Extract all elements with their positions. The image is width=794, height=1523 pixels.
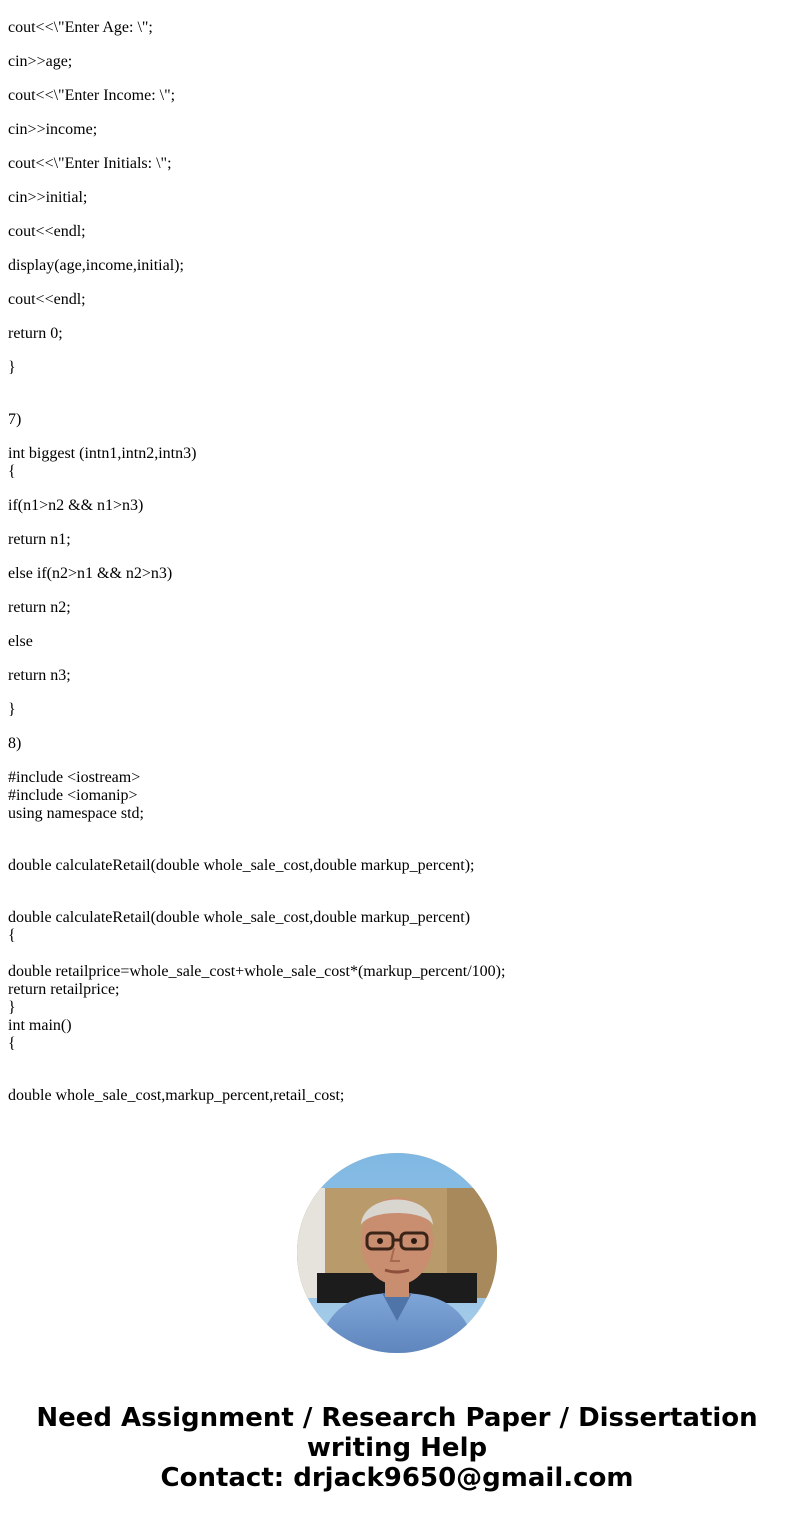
code-line: } bbox=[8, 701, 16, 718]
code-line: int biggest (intn1,intn2,intn3) bbox=[8, 445, 197, 462]
code-line: } bbox=[8, 999, 16, 1016]
code-line: } bbox=[8, 359, 16, 376]
code-line: return retailprice; bbox=[8, 981, 120, 998]
code-line: cout<<endl; bbox=[8, 223, 86, 240]
code-line: { bbox=[8, 463, 16, 480]
code-line: else if(n2>n1 && n2>n3) bbox=[8, 565, 173, 582]
code-line: cin>>income; bbox=[8, 121, 98, 138]
contact-email: Contact: drjack9650@gmail.com bbox=[160, 1463, 634, 1493]
section-number: 7) bbox=[8, 411, 22, 428]
code-line: { bbox=[8, 927, 16, 944]
code-line: { bbox=[8, 1035, 16, 1052]
code-line: double whole_sale_cost,markup_percent,retail_cost; bbox=[8, 1087, 345, 1104]
code-line: cin>>age; bbox=[8, 53, 73, 70]
banner-line-2: writing Help bbox=[306, 1433, 488, 1463]
code-line: cin>>initial; bbox=[8, 189, 88, 206]
code-line: double calculateRetail(double whole_sale_cost,double markup_percent) bbox=[8, 909, 471, 926]
code-line: int main() bbox=[8, 1017, 72, 1034]
code-line: return n1; bbox=[8, 531, 71, 548]
code-line: return n2; bbox=[8, 599, 71, 616]
code-line: #include <iostream> bbox=[8, 769, 141, 786]
code-line: double calculateRetail(double whole_sale_cost,double markup_percent); bbox=[8, 857, 475, 874]
code-line: cout<<\"Enter Income: \"; bbox=[8, 87, 176, 104]
code-line: return 0; bbox=[8, 325, 63, 342]
code-line: display(age,income,initial); bbox=[8, 257, 184, 274]
person-photo-icon bbox=[297, 1153, 497, 1353]
section-number: 8) bbox=[8, 735, 22, 752]
code-line: else bbox=[8, 633, 33, 650]
code-line: double retailprice=whole_sale_cost+whole_sale_cost*(markup_percent/100); bbox=[8, 963, 506, 980]
code-line: if(n1>n2 && n1>n3) bbox=[8, 497, 144, 514]
code-line: return n3; bbox=[8, 667, 71, 684]
contact-banner bbox=[0, 1403, 794, 1493]
code-line: using namespace std; bbox=[8, 805, 144, 822]
banner-line-1: Need Assignment / Research Paper / Dissertation bbox=[36, 1403, 758, 1433]
code-line: #include <iomanip> bbox=[8, 787, 138, 804]
code-line: cout<<endl; bbox=[8, 291, 86, 308]
author-avatar bbox=[297, 1153, 497, 1353]
code-line: cout<<\"Enter Initials: \"; bbox=[8, 155, 172, 172]
code-line: cout<<\"Enter Age: \"; bbox=[8, 19, 153, 36]
